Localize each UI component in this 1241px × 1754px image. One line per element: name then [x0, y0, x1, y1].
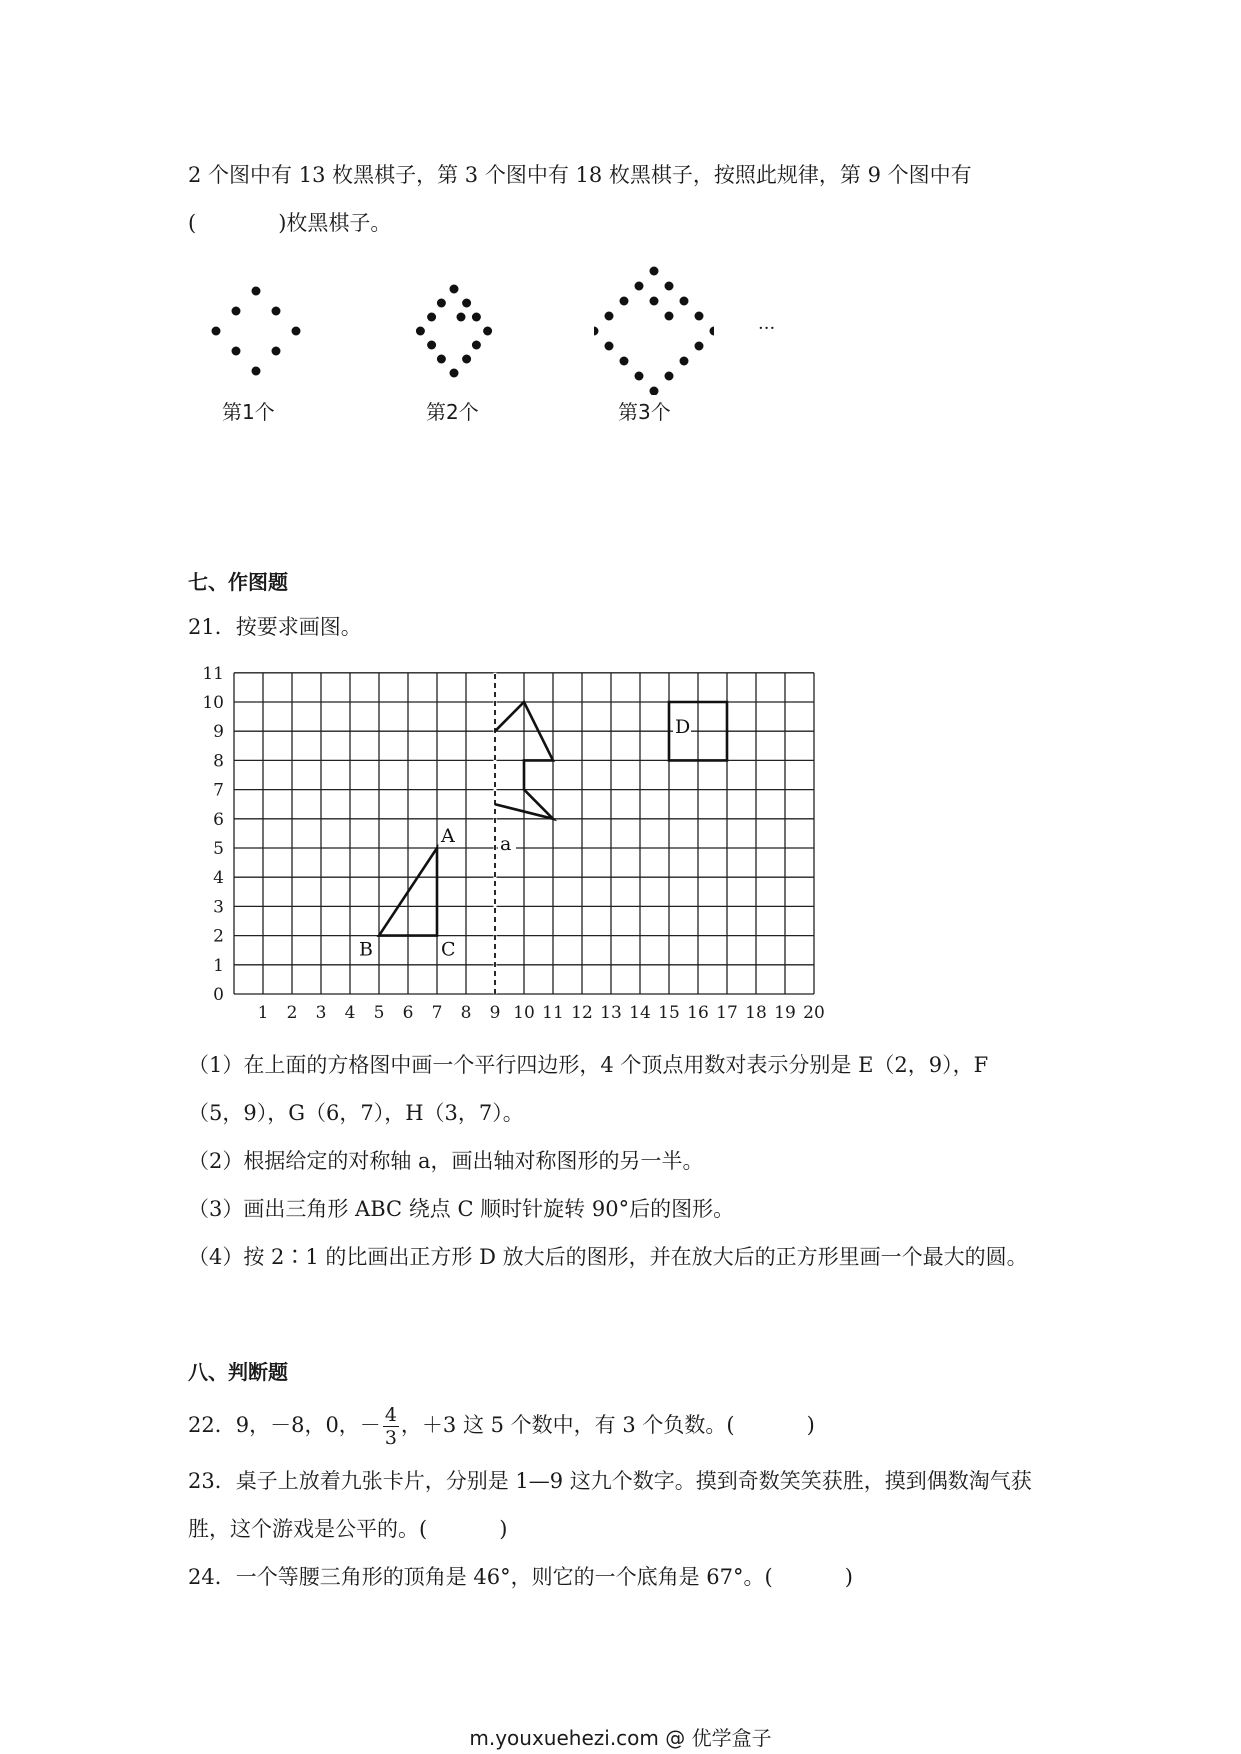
x-tick-label: 19: [774, 1003, 796, 1023]
x-tick-label: 2: [286, 1003, 298, 1023]
y-tick-label: 4: [213, 868, 224, 889]
fraction-numerator: 4: [384, 1404, 397, 1426]
q22-text: 22．9，－8，0，－: [188, 1413, 381, 1437]
chess-piece-dot: [232, 307, 241, 316]
chess-piece-dot: [462, 355, 471, 364]
question-part: （5，9），G（6，7），H（3，7）。: [188, 1101, 524, 1125]
pattern-label: 第2个: [426, 400, 479, 424]
question-tail: )枚黑棋子。: [278, 211, 392, 235]
chess-piece-dot: [272, 307, 281, 316]
chess-piece-dot: [427, 341, 436, 350]
chess-piece-dot: [635, 282, 644, 291]
chess-piece-dot: [272, 347, 281, 356]
chess-piece-dot: [620, 357, 629, 366]
question-23-line: [188, 1514, 507, 1544]
x-tick-label: 4: [344, 1003, 356, 1023]
x-tick-label: 10: [513, 1003, 535, 1023]
chess-piece-dot: [232, 347, 241, 356]
question-part: （2）根据给定的对称轴 a，画出轴对称图形的另一半。: [188, 1149, 704, 1173]
y-tick-label: 1: [213, 955, 224, 976]
x-tick-label: 13: [600, 1003, 622, 1023]
x-tick-label: 9: [489, 1003, 501, 1023]
bracket-close: ): [844, 1565, 853, 1589]
y-tick-label: 3: [213, 897, 224, 918]
question-22: [188, 1404, 815, 1449]
q23-text: 胜，这个游戏是公平的。(: [188, 1517, 428, 1541]
dot-pattern-3: [594, 255, 714, 395]
chess-piece-dot: [212, 327, 221, 336]
x-tick-label: 15: [658, 1003, 680, 1023]
chess-piece-dot: [650, 387, 659, 396]
chess-piece-dot: [605, 342, 614, 351]
y-tick-label: 2: [213, 926, 224, 947]
chess-piece-dot: [416, 327, 425, 336]
bracket-open: (: [188, 211, 197, 235]
label-b-point: B: [359, 938, 373, 961]
chess-piece-dot: [680, 297, 689, 306]
y-tick-label: 11: [202, 664, 224, 684]
label-a-point: A: [441, 825, 455, 847]
bracket-close: ): [806, 1413, 815, 1437]
question-part: （4）按 2∶1 的比画出正方形 D 放大后的图形，并在放大后的正方形里画一个最大的圆。: [188, 1245, 1028, 1269]
chess-piece-dot: [462, 299, 471, 308]
chess-piece-dot: [450, 285, 459, 294]
chess-piece-dot: [680, 357, 689, 366]
x-tick-label: 14: [629, 1003, 651, 1023]
chess-piece-dot: [650, 297, 659, 306]
chess-piece-dot: [695, 312, 704, 321]
question-part: （3）画出三角形 ABC 绕点 C 顺时针旋转 90°后的图形。: [188, 1197, 735, 1221]
x-tick-label: 7: [431, 1003, 443, 1023]
y-tick-label: 9: [213, 722, 224, 743]
bracket-close: ): [499, 1517, 508, 1541]
ellipsis: ···: [758, 318, 776, 339]
section-title: 八、判断题: [188, 1360, 288, 1384]
chess-piece-dot: [665, 312, 674, 321]
y-tick-label: 5: [213, 839, 224, 859]
chess-piece-dot: [427, 313, 436, 322]
fraction-denominator: 3: [384, 1427, 397, 1449]
x-tick-label: 18: [745, 1003, 767, 1023]
chess-piece-dot: [252, 367, 261, 376]
chess-piece-dot: [620, 297, 629, 306]
chess-piece-dot: [472, 341, 481, 350]
y-tick-label: 0: [213, 985, 224, 1005]
chess-piece-dot: [594, 327, 599, 336]
chess-piece-dot: [665, 372, 674, 381]
x-tick-label: 12: [571, 1003, 593, 1023]
dot-pattern-1: [200, 255, 320, 395]
x-tick-label: 11: [542, 1003, 564, 1023]
footer-watermark: m.youxuehezi.com @ 优学盒子: [469, 1726, 772, 1750]
x-tick-label: 17: [716, 1003, 738, 1023]
x-tick-label: 6: [402, 1003, 414, 1023]
y-tick-label: 6: [213, 809, 224, 830]
chess-piece-dot: [252, 287, 261, 296]
question-21: 21．按要求画图。: [188, 615, 362, 639]
chess-piece-dot: [472, 313, 481, 322]
x-tick-label: 16: [687, 1003, 709, 1023]
chess-piece-dot: [650, 267, 659, 276]
x-tick-label: 8: [460, 1003, 472, 1023]
chess-piece-dot: [437, 355, 446, 364]
dot-pattern-2: [408, 255, 508, 395]
x-tick-label: 1: [257, 1003, 269, 1023]
label-c-point: C: [441, 938, 456, 961]
coordinate-grid: [196, 664, 856, 1034]
question-24: [188, 1562, 853, 1592]
chess-piece-dot: [457, 313, 466, 322]
pattern-label: 第3个: [618, 400, 671, 424]
chess-piece-dot: [710, 327, 715, 336]
label-axis-a: a: [500, 833, 512, 855]
chess-piece-dot: [635, 372, 644, 381]
chess-piece-dot: [605, 312, 614, 321]
chess-piece-dot: [483, 327, 492, 336]
question-text-line: [188, 208, 391, 238]
x-tick-label: 3: [315, 1003, 327, 1023]
question-23-line: 23．桌子上放着九张卡片，分别是 1—9 这九个数字。摸到奇数笑笑获胜，摸到偶数淘气获: [188, 1469, 1032, 1493]
x-tick-label: 5: [373, 1003, 385, 1023]
pattern-label: 第1个: [222, 400, 275, 424]
y-tick-label: 10: [202, 693, 224, 713]
y-tick-label: 8: [213, 751, 224, 772]
x-tick-label: 20: [803, 1003, 825, 1023]
fraction: [383, 1404, 399, 1449]
question-text-line: 2 个图中有 13 枚黑棋子，第 3 个图中有 18 枚黑棋子，按照此规律，第 9 个图中有: [188, 163, 972, 187]
question-part: （1）在上面的方格图中画一个平行四边形，4 个顶点用数对表示分别是 E（2，9），F: [188, 1053, 989, 1077]
y-tick-label: 7: [213, 780, 224, 801]
label-d-square: D: [675, 716, 691, 739]
chess-piece-dot: [437, 299, 446, 308]
chess-piece-dot: [665, 282, 674, 291]
section-title: 七、作图题: [188, 570, 288, 594]
q22-text: ，＋3 这 5 个数中，有 3 个负数。(: [400, 1413, 735, 1437]
q24-text: 24．一个等腰三角形的顶角是 46°，则它的一个底角是 67°。(: [188, 1565, 773, 1589]
chess-piece-dot: [450, 369, 459, 378]
chess-piece-dot: [695, 342, 704, 351]
chess-piece-dot: [292, 327, 301, 336]
